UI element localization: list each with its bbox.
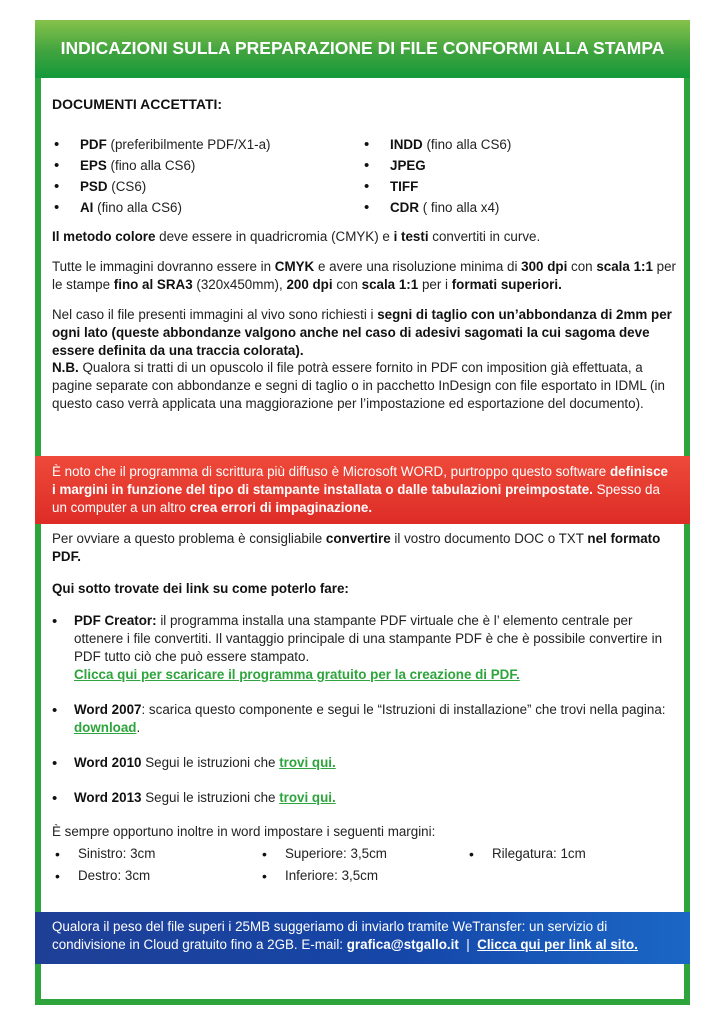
- conversion-section: [52, 530, 677, 887]
- conversion-tools-list: [52, 612, 677, 807]
- format-item: • PDF (preferibilmente PDF/X1-a): [52, 134, 362, 155]
- email-link[interactable]: grafica@stgallo.it: [346, 936, 459, 952]
- format-item: • CDR ( fino alla x4): [362, 197, 672, 218]
- margin-item: • Rilegatura: 1cm: [466, 843, 673, 865]
- margins-list: [52, 843, 677, 887]
- word-2007-download-link[interactable]: download: [74, 719, 137, 735]
- word-warning-banner: È noto che il programma di scrittura più diffuso è Microsoft WORD, purtroppo questo software definisce i margini in funzione del tipo di stampante installata o dalle tabulazioni preimpostate. Spesso da un computer a un altro crea errori di impaginazione.: [35, 456, 690, 524]
- format-item: • JPEG: [362, 155, 672, 176]
- format-item: • TIFF: [362, 176, 672, 197]
- nb-paragraph: N.B. Qualora si tratti di un opuscolo il file potrà essere fornito in PDF con imposition già effettuata, a pagine separate con abbondanze e segni di taglio o in pacchetto InDesign con file esportato in IDML (in questo caso verrà applicata una maggiorazione per l’impostazione ed esportazione del documento).: [52, 360, 665, 412]
- margin-item: • Inferiore: 3,5cm: [259, 865, 466, 887]
- list-item-word-2007: • Word 2007: scarica questo componente e segui le “Istruzioni di installazione” che trovi nella pagina: download.: [52, 701, 677, 737]
- list-item-pdf-creator: • PDF Creator: il programma installa una stampante PDF virtuale che è l’ elemento centrale per ottenere i file convertiti. Il vantaggio principale di una stampante PDF è che è possibile convertire in PDF tutto ciò che può essere stampato. Clicca qui per scaricare il programma gratuito per la creazione di PDF.: [52, 612, 677, 684]
- word-2010-link[interactable]: trovi qui.: [279, 754, 336, 770]
- margin-item: • Superiore: 3,5cm: [259, 843, 466, 865]
- page-title: INDICAZIONI SULLA PREPARAZIONE DI FILE CONFORMI ALLA STAMPA: [60, 38, 665, 59]
- accepted-documents-title: DOCUMENTI ACCETTATI:: [52, 96, 223, 112]
- margins-intro: È sempre opportuno inoltre in word impostare i seguenti margini:: [52, 824, 436, 840]
- links-title: Qui sotto trovate dei link su come poterlo fare:: [52, 580, 349, 596]
- list-item-word-2010: • Word 2010 Segui le istruzioni che trovi qui.: [52, 754, 677, 772]
- wetransfer-footer-banner: Qualora il peso del file superi i 25MB suggeriamo di inviarlo tramite WeTransfer: un servizio di condivisione in Cloud gratuito fino a 2GB. E-mail: grafica@stgallo.it | Clicca qui per link al sito.: [35, 912, 690, 964]
- accepted-documents-section: [52, 95, 677, 413]
- format-item: • EPS (fino alla CS6): [52, 155, 362, 176]
- page-header: [35, 20, 690, 78]
- bleed-paragraph: Nel caso il file presenti immagini al vivo sono richiesti i segni di taglio con un’abbondanza di 2mm per ogni lato (queste abbondanze valgono anche nel caso di adesivi sagomati la cui sagoma deve essere definita da una traccia colorata).: [52, 306, 672, 358]
- format-item: • INDD (fino alla CS6): [362, 134, 672, 155]
- frame-bottom-border: [35, 999, 690, 1005]
- margin-item: • Destro: 3cm: [52, 865, 259, 887]
- format-item: • PSD (CS6): [52, 176, 362, 197]
- margin-item: • Sinistro: 3cm: [52, 843, 259, 865]
- site-link[interactable]: Clicca qui per link al sito.: [477, 936, 638, 952]
- color-method-paragraph: Il metodo colore deve essere in quadricromia (CMYK) e i testi convertiti in curve.: [52, 228, 541, 244]
- word-2013-link[interactable]: trovi qui.: [279, 789, 336, 805]
- pdf-creator-download-link[interactable]: Clicca qui per scaricare il programma gratuito per la creazione di PDF.: [74, 666, 520, 682]
- accepted-formats-list: [52, 134, 677, 218]
- list-item-word-2013: • Word 2013 Segui le istruzioni che trovi qui.: [52, 789, 677, 807]
- image-resolution-paragraph: Tutte le immagini dovranno essere in CMYK e avere una risoluzione minima di 300 dpi con scala 1:1 per le stampe fino al SRA3 (320x450mm), 200 dpi con scala 1:1 per i formati superiori.: [52, 258, 677, 292]
- conversion-advice: Per ovviare a questo problema è consigliabile convertire il vostro documento DOC o TXT nel formato PDF.: [52, 531, 661, 564]
- format-item: • AI (fino alla CS6): [52, 197, 362, 218]
